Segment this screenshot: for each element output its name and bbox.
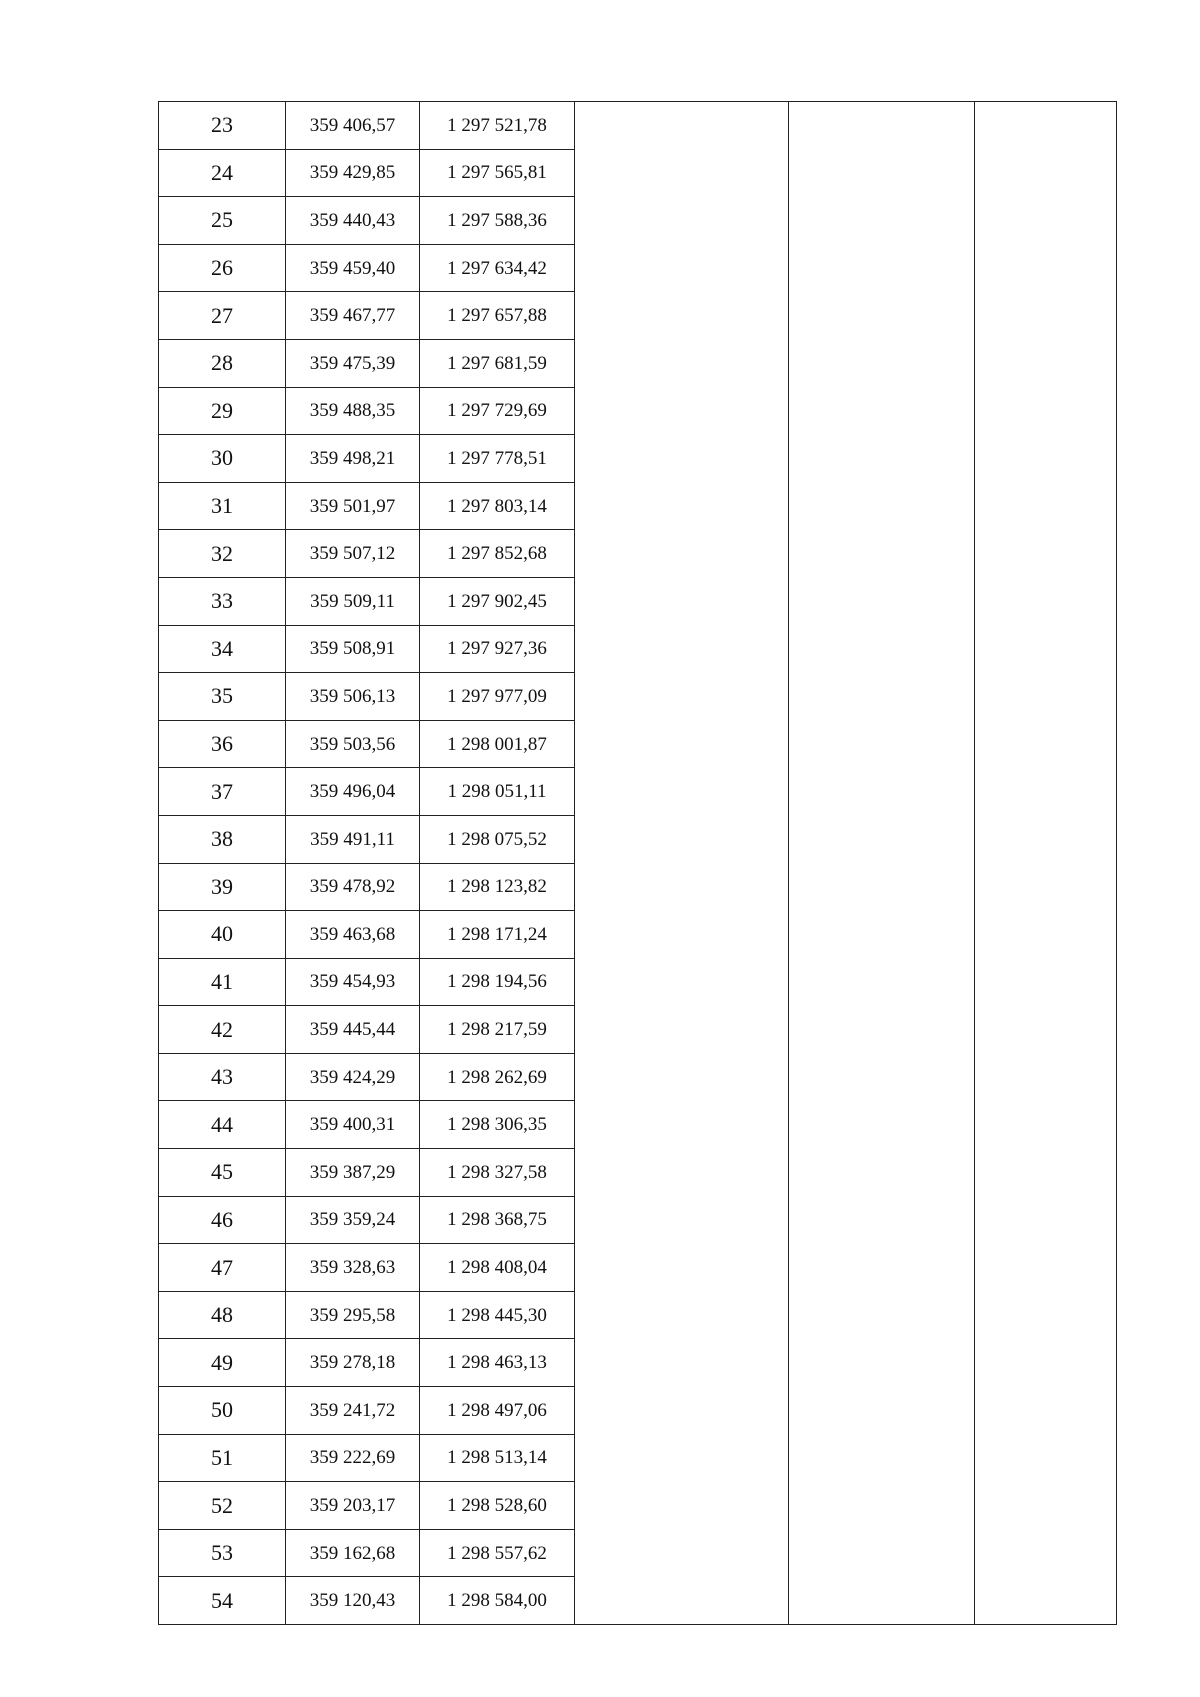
x-coordinate-cell: 359 203,17 — [286, 1482, 420, 1530]
y-coordinate-cell: 1 297 729,69 — [420, 387, 575, 435]
y-coordinate-cell: 1 297 565,81 — [420, 149, 575, 197]
x-coordinate-cell: 359 488,35 — [286, 387, 420, 435]
x-coordinate-cell: 359 478,92 — [286, 863, 420, 911]
x-coordinate-cell: 359 328,63 — [286, 1244, 420, 1292]
point-number-cell: 52 — [159, 1482, 286, 1530]
y-coordinate-cell: 1 298 368,75 — [420, 1196, 575, 1244]
coordinates-table — [158, 101, 1117, 1625]
x-coordinate-cell: 359 400,31 — [286, 1101, 420, 1149]
x-coordinate-cell: 359 359,24 — [286, 1196, 420, 1244]
y-coordinate-cell: 1 298 463,13 — [420, 1339, 575, 1387]
y-coordinate-cell: 1 297 657,88 — [420, 292, 575, 340]
x-coordinate-cell: 359 424,29 — [286, 1053, 420, 1101]
x-coordinate-cell: 359 501,97 — [286, 482, 420, 530]
point-number-cell: 48 — [159, 1291, 286, 1339]
x-coordinate-cell: 359 506,13 — [286, 673, 420, 721]
x-coordinate-cell: 359 162,68 — [286, 1529, 420, 1577]
x-coordinate-cell: 359 454,93 — [286, 958, 420, 1006]
point-number-cell: 26 — [159, 244, 286, 292]
x-coordinate-cell: 359 429,85 — [286, 149, 420, 197]
point-number-cell: 37 — [159, 768, 286, 816]
y-coordinate-cell: 1 298 051,11 — [420, 768, 575, 816]
point-number-cell: 50 — [159, 1387, 286, 1435]
point-number-cell: 30 — [159, 435, 286, 483]
x-coordinate-cell: 359 440,43 — [286, 197, 420, 245]
point-number-cell: 43 — [159, 1053, 286, 1101]
y-coordinate-cell: 1 298 497,06 — [420, 1387, 575, 1435]
point-number-cell: 51 — [159, 1434, 286, 1482]
point-number-cell: 47 — [159, 1244, 286, 1292]
point-number-cell: 31 — [159, 482, 286, 530]
point-number-cell: 32 — [159, 530, 286, 578]
y-coordinate-cell: 1 297 927,36 — [420, 625, 575, 673]
x-coordinate-cell: 359 508,91 — [286, 625, 420, 673]
y-coordinate-cell: 1 298 171,24 — [420, 911, 575, 959]
point-number-cell: 39 — [159, 863, 286, 911]
empty-column-cell-2 — [789, 102, 975, 1625]
x-coordinate-cell: 359 463,68 — [286, 911, 420, 959]
y-coordinate-cell: 1 297 902,45 — [420, 577, 575, 625]
y-coordinate-cell: 1 297 588,36 — [420, 197, 575, 245]
y-coordinate-cell: 1 298 584,00 — [420, 1577, 575, 1625]
x-coordinate-cell: 359 222,69 — [286, 1434, 420, 1482]
y-coordinate-cell: 1 297 681,59 — [420, 339, 575, 387]
y-coordinate-cell: 1 297 634,42 — [420, 244, 575, 292]
point-number-cell: 23 — [159, 102, 286, 150]
y-coordinate-cell: 1 298 262,69 — [420, 1053, 575, 1101]
point-number-cell: 41 — [159, 958, 286, 1006]
y-coordinate-cell: 1 298 408,04 — [420, 1244, 575, 1292]
y-coordinate-cell: 1 298 513,14 — [420, 1434, 575, 1482]
x-coordinate-cell: 359 459,40 — [286, 244, 420, 292]
y-coordinate-cell: 1 298 557,62 — [420, 1529, 575, 1577]
point-number-cell: 42 — [159, 1006, 286, 1054]
point-number-cell: 38 — [159, 815, 286, 863]
y-coordinate-cell: 1 298 123,82 — [420, 863, 575, 911]
y-coordinate-cell: 1 298 306,35 — [420, 1101, 575, 1149]
empty-column-cell-1 — [575, 102, 789, 1625]
y-coordinate-cell: 1 297 521,78 — [420, 102, 575, 150]
point-number-cell: 29 — [159, 387, 286, 435]
x-coordinate-cell: 359 496,04 — [286, 768, 420, 816]
x-coordinate-cell: 359 475,39 — [286, 339, 420, 387]
y-coordinate-cell: 1 298 528,60 — [420, 1482, 575, 1530]
y-coordinate-cell: 1 298 194,56 — [420, 958, 575, 1006]
y-coordinate-cell: 1 298 327,58 — [420, 1149, 575, 1197]
y-coordinate-cell: 1 298 445,30 — [420, 1291, 575, 1339]
x-coordinate-cell: 359 491,11 — [286, 815, 420, 863]
x-coordinate-cell: 359 507,12 — [286, 530, 420, 578]
table-row — [159, 102, 1117, 150]
point-number-cell: 53 — [159, 1529, 286, 1577]
point-number-cell: 34 — [159, 625, 286, 673]
y-coordinate-cell: 1 297 852,68 — [420, 530, 575, 578]
point-number-cell: 36 — [159, 720, 286, 768]
x-coordinate-cell: 359 445,44 — [286, 1006, 420, 1054]
point-number-cell: 44 — [159, 1101, 286, 1149]
x-coordinate-cell: 359 295,58 — [286, 1291, 420, 1339]
y-coordinate-cell: 1 298 217,59 — [420, 1006, 575, 1054]
x-coordinate-cell: 359 503,56 — [286, 720, 420, 768]
x-coordinate-cell: 359 120,43 — [286, 1577, 420, 1625]
x-coordinate-cell: 359 278,18 — [286, 1339, 420, 1387]
point-number-cell: 45 — [159, 1149, 286, 1197]
point-number-cell: 46 — [159, 1196, 286, 1244]
x-coordinate-cell: 359 498,21 — [286, 435, 420, 483]
point-number-cell: 24 — [159, 149, 286, 197]
x-coordinate-cell: 359 509,11 — [286, 577, 420, 625]
coordinates-table-body — [159, 102, 1117, 1625]
point-number-cell: 25 — [159, 197, 286, 245]
point-number-cell: 33 — [159, 577, 286, 625]
point-number-cell: 35 — [159, 673, 286, 721]
point-number-cell: 28 — [159, 339, 286, 387]
x-coordinate-cell: 359 467,77 — [286, 292, 420, 340]
y-coordinate-cell: 1 298 075,52 — [420, 815, 575, 863]
empty-column-cell-3 — [975, 102, 1117, 1625]
point-number-cell: 27 — [159, 292, 286, 340]
x-coordinate-cell: 359 406,57 — [286, 102, 420, 150]
y-coordinate-cell: 1 297 803,14 — [420, 482, 575, 530]
y-coordinate-cell: 1 297 778,51 — [420, 435, 575, 483]
y-coordinate-cell: 1 297 977,09 — [420, 673, 575, 721]
point-number-cell: 40 — [159, 911, 286, 959]
point-number-cell: 54 — [159, 1577, 286, 1625]
point-number-cell: 49 — [159, 1339, 286, 1387]
x-coordinate-cell: 359 387,29 — [286, 1149, 420, 1197]
x-coordinate-cell: 359 241,72 — [286, 1387, 420, 1435]
y-coordinate-cell: 1 298 001,87 — [420, 720, 575, 768]
